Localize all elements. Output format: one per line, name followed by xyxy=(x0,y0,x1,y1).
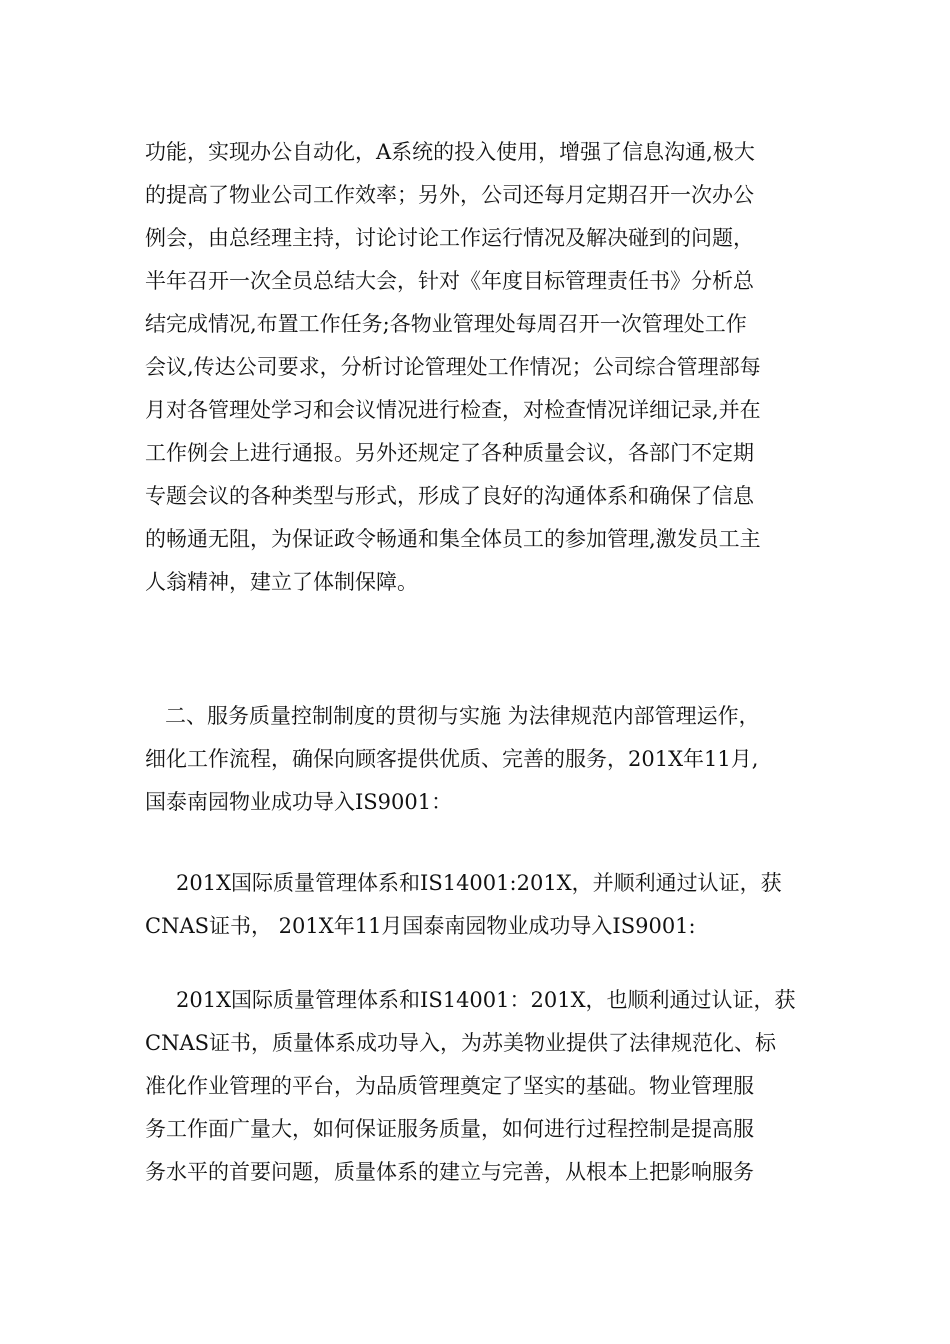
text-line: 专题会议的各种类型与形式，形成了良好的沟通体系和确保了信息 xyxy=(145,484,754,508)
text-line: 二、服务质量控制制度的贯彻与实施 为法律规范内部管理运作， xyxy=(165,704,760,728)
text-line: 人翁精神，建立了体制保障。 xyxy=(145,570,418,594)
paragraph-certification-first xyxy=(145,862,810,948)
text-line: 201X国际质量管理体系和IS14001：201X，也顺利通过认证，获 xyxy=(176,988,796,1012)
text-line: 国泰南园物业成功导入IS9001： xyxy=(145,790,453,814)
text-line: 201X国际质量管理体系和IS14001:201X，并顺利通过认证，获 xyxy=(176,871,782,895)
text-line: 细化工作流程，确保向顾客提供优质、完善的服务，201X年11月, xyxy=(145,747,759,771)
text-line: CNAS证书，质量体系成功导入，为苏美物业提供了法律规范化、标 xyxy=(145,1031,776,1055)
text-line: 的畅通无阻，为保证政令畅通和集全体员工的参加管理,激发员工主 xyxy=(145,527,761,551)
text-line: 务工作面广量大，如何保证服务质量，如何进行过程控制是提高服 xyxy=(145,1117,754,1141)
text-line: 会议,传达公司要求，分析讨论管理处工作情况；公司综合管理部每 xyxy=(145,355,761,379)
text-line: 准化作业管理的平台，为品质管理奠定了坚实的基础。物业管理服 xyxy=(145,1074,754,1098)
text-line: 务水平的首要问题，质量体系的建立与完善，从根本上把影响服务 xyxy=(145,1160,754,1184)
text-line: 例会，由总经理主持，讨论讨论工作运行情况及解决碰到的问题， xyxy=(145,226,754,250)
text-line: 工作例会上进行通报。另外还规定了各种质量会议，各部门不定期 xyxy=(145,441,754,465)
text-line: CNAS证书， 201X年11月国泰南园物业成功导入IS9001: xyxy=(145,914,696,938)
paragraph-certification-second xyxy=(145,979,810,1194)
text-line: 功能，实现办公自动化，A系统的投入使用，增强了信息沟通,极大 xyxy=(145,140,755,164)
text-line: 半年召开一次全员总结大会，针对《年度目标管理责任书》分析总 xyxy=(145,269,754,293)
text-line: 结完成情况,布置工作任务;各物业管理处每周召开一次管理处工作 xyxy=(145,312,747,336)
text-line: 的提高了物业公司工作效率；另外，公司还每月定期召开一次办公 xyxy=(145,183,754,207)
paragraph-section-two-heading xyxy=(145,695,810,824)
paragraph-communication-system xyxy=(145,131,810,604)
text-line: 月对各管理处学习和会议情况进行检查，对检查情况详细记录,并在 xyxy=(145,398,761,422)
